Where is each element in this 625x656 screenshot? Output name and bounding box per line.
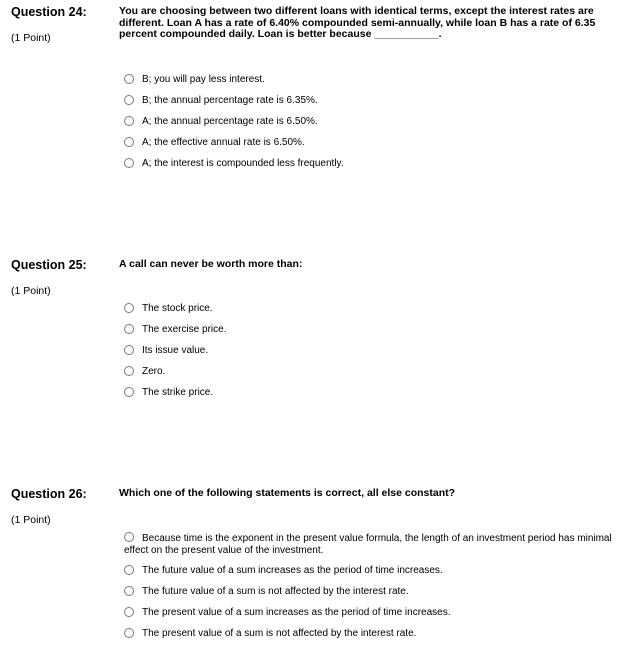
option-label: The stock price. [142, 303, 213, 314]
answer-option[interactable] [124, 303, 213, 314]
answer-option[interactable] [124, 366, 165, 377]
option-label: A; the effective annual rate is 6.50%. [142, 137, 305, 148]
radio-button[interactable] [124, 586, 134, 596]
answer-option[interactable] [124, 137, 305, 148]
radio-button[interactable] [124, 387, 134, 397]
question-text: Which one of the following statements is correct, all else constant? [119, 487, 456, 499]
question-text: A call can never be worth more than: [119, 258, 303, 270]
radio-button[interactable] [124, 565, 134, 575]
answer-option[interactable] [124, 532, 612, 557]
radio-button[interactable] [124, 116, 134, 126]
option-label: A; the interest is compounded less frequently. [142, 158, 344, 169]
option-label: Zero. [142, 366, 166, 377]
option-label: B; the annual percentage rate is 6.35%. [142, 95, 318, 106]
question-text: You are choosing between two different loans with identical terms, except the interest rates are different. Loan A has a rate of 6.40% compounded semi-annually, while loan B has a rate of 6.35 percent compounded daily. Loan is better because ___________. [119, 5, 596, 40]
option-label: The strike price. [142, 387, 214, 398]
question-label: Question 25: [11, 258, 87, 272]
answer-option[interactable] [124, 158, 344, 169]
option-label: The present value of a sum increases as the period of time increases. [142, 607, 451, 618]
radio-button[interactable] [124, 366, 134, 376]
radio-button[interactable] [124, 532, 134, 542]
radio-button[interactable] [124, 324, 134, 334]
answer-option[interactable] [124, 74, 265, 85]
radio-button[interactable] [124, 74, 134, 84]
option-label: The future value of a sum increases as the period of time increases. [142, 565, 443, 576]
answer-option[interactable] [124, 324, 226, 335]
option-label: The exercise price. [142, 324, 227, 335]
question-points: (1 Point) [11, 32, 51, 44]
answer-option[interactable] [124, 565, 443, 576]
answer-option[interactable] [124, 607, 451, 618]
option-label: Its issue value. [142, 345, 209, 356]
question-points: (1 Point) [11, 285, 51, 297]
radio-button[interactable] [124, 345, 134, 355]
question-label: Question 24: [11, 5, 87, 19]
option-label: A; the annual percentage rate is 6.50%. [142, 116, 318, 127]
radio-button[interactable] [124, 303, 134, 313]
answer-option[interactable] [124, 586, 409, 597]
option-label: The future value of a sum is not affected by the interest rate. [142, 586, 409, 597]
radio-button[interactable] [124, 607, 134, 617]
answer-option[interactable] [124, 387, 213, 398]
option-label: The present value of a sum is not affected by the interest rate. [142, 628, 417, 639]
option-label: B; you will pay less interest. [142, 74, 265, 85]
option-label: Because time is the exponent in the present value formula, the length of an investment period has minimal effect on the present value of the investment. [124, 533, 612, 556]
answer-option[interactable] [124, 95, 318, 106]
question-label: Question 26: [11, 487, 87, 501]
answer-option[interactable] [124, 628, 416, 639]
answer-option[interactable] [124, 116, 318, 127]
question-points: (1 Point) [11, 514, 51, 526]
radio-button[interactable] [124, 137, 134, 147]
answer-option[interactable] [124, 345, 208, 356]
radio-button[interactable] [124, 158, 134, 168]
radio-button[interactable] [124, 628, 134, 638]
radio-button[interactable] [124, 95, 134, 105]
